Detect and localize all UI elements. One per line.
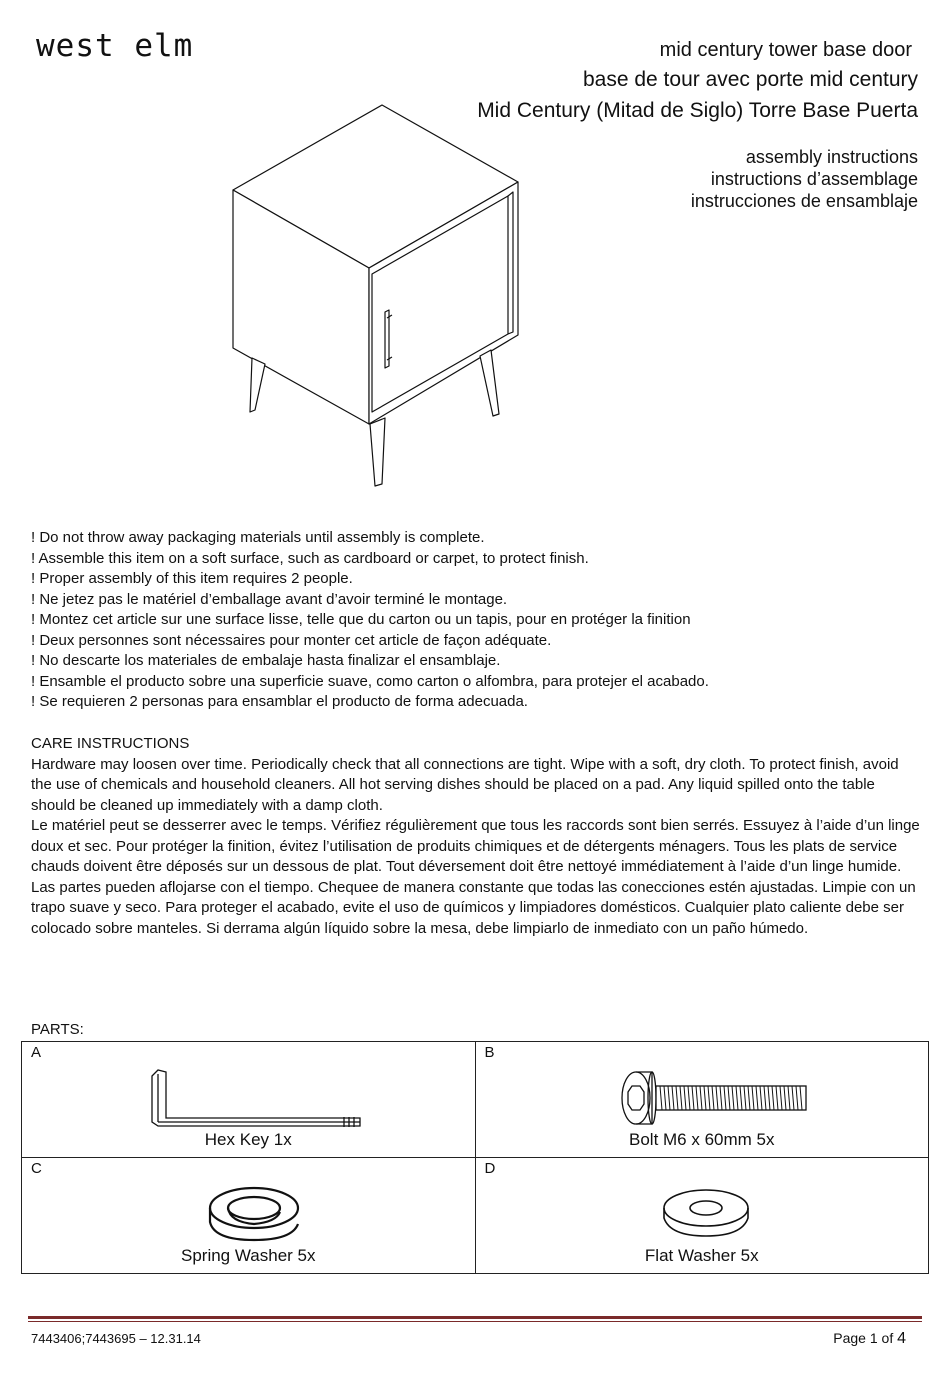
footer-divider [28, 1321, 922, 1322]
subtitle-en: assembly instructions [745, 147, 918, 167]
part-letter: C [31, 1160, 42, 1177]
footer-divider [28, 1316, 922, 1319]
part-letter: D [484, 1160, 496, 1177]
care-text-es: Las partes pueden aflojarse con el tiempo. Chequee de manera constante que todas las conecciones estén ajustadas. Limpie con un trapo suave y seco. Para proteger el acabado, evite el uso de químicos y limpiadores domésticos. Cualquier plato caliente debe ser colocado sobre manteles. Si derrama algún líquido sobre la mesa, debe limpiarlo de inmediato con un paño húmedo. [31, 878, 916, 937]
note-line: ! Deux personnes sont nécessaires pour monter cet article de façon adéquate. [31, 631, 552, 649]
part-name: Spring Washer 5x [181, 1246, 316, 1265]
note-line: ! Do not throw away packaging materials until assembly is complete. [31, 529, 485, 546]
part-name: Flat Washer 5x [644, 1246, 759, 1265]
title-es: Mid Century (Mitad de Siglo) Torre Base Puerta [477, 99, 918, 122]
page-total: 4 [897, 1330, 906, 1347]
title-en: mid century tower base door [659, 39, 912, 61]
part-cell-c [22, 1158, 476, 1274]
part-cell-b [475, 1042, 929, 1158]
part-cell-d [475, 1158, 929, 1274]
subtitle-fr: instructions d’assemblage [710, 169, 918, 189]
subtitle-es: instrucciones de ensamblaje [690, 191, 918, 211]
document-code: 7443406;7443695 – 12.31.14 [31, 1331, 201, 1346]
note-line: ! Proper assembly of this item requires 2 people. [31, 570, 353, 587]
part-name: Bolt M6 x 60mm 5x [629, 1130, 775, 1149]
bolt-icon [616, 1068, 816, 1128]
part-letter: A [31, 1044, 42, 1061]
hex-key-icon [146, 1066, 366, 1136]
page-number [833, 1330, 906, 1348]
parts-table [21, 1041, 929, 1274]
product-titles [477, 36, 918, 126]
care-text-fr: Le matériel peut se desserrer avec le temps. Vérifiez régulièrement que tous les raccords sont bien serrés. Essuyez à l’aide d’un linge doux et sec. Pour protéger la finition, évitez l’utilisation de produits chimiques et de détergents ménagers. Tous les plats de service chauds doivent être déposés sur un dessous de plat. Tout déversement doit être nettoyé immédiatement à l’aide d’un linge humide. [31, 817, 920, 875]
note-line: ! Ensamble el producto sobre una superficie suave, como carton o alfombra, para protejer el acabado. [31, 672, 709, 690]
care-heading: CARE INSTRUCTIONS [31, 735, 190, 752]
care-text-en: Hardware may loosen over time. Periodically check that all connections are tight. Wipe with a soft, dry cloth. To protect finish, avoid the use of chemicals and household cleaners. All hot serving dishes should be placed on a pad. Any liquid spilled onto the table should be cleaned up immediately with a damp cloth. [31, 755, 899, 814]
note-line: ! Montez cet article sur une surface lisse, telle que du carton ou un tapis, pour en protéger la finition [31, 611, 691, 628]
flat-washer-icon [660, 1186, 756, 1242]
note-line: ! Assemble this item on a soft surface, such as cardboard or carpet, to protect finish. [31, 549, 589, 567]
care-instructions [31, 734, 923, 939]
part-cell-a [22, 1042, 476, 1158]
title-fr: base de tour avec porte mid century [582, 68, 918, 91]
spring-washer-icon [206, 1182, 306, 1244]
note-line: ! No descarte los materiales de embalaje hasta finalizar el ensamblaje. [31, 652, 501, 669]
cabinet-illustration [225, 100, 525, 495]
page-prefix: Page 1 of [833, 1330, 898, 1346]
parts-label: PARTS: [31, 1021, 84, 1038]
brand-logo: west elm [36, 28, 194, 64]
note-line: ! Se requieren 2 personas para ensamblar el producto de forma adecuada. [31, 693, 528, 710]
part-name: Hex Key 1x [204, 1130, 292, 1149]
warning-notes [31, 528, 921, 713]
doc-subtitles [691, 146, 918, 212]
part-letter: B [484, 1044, 495, 1061]
note-line: ! Ne jetez pas le matériel d’emballage avant d’avoir terminé le montage. [31, 590, 508, 608]
